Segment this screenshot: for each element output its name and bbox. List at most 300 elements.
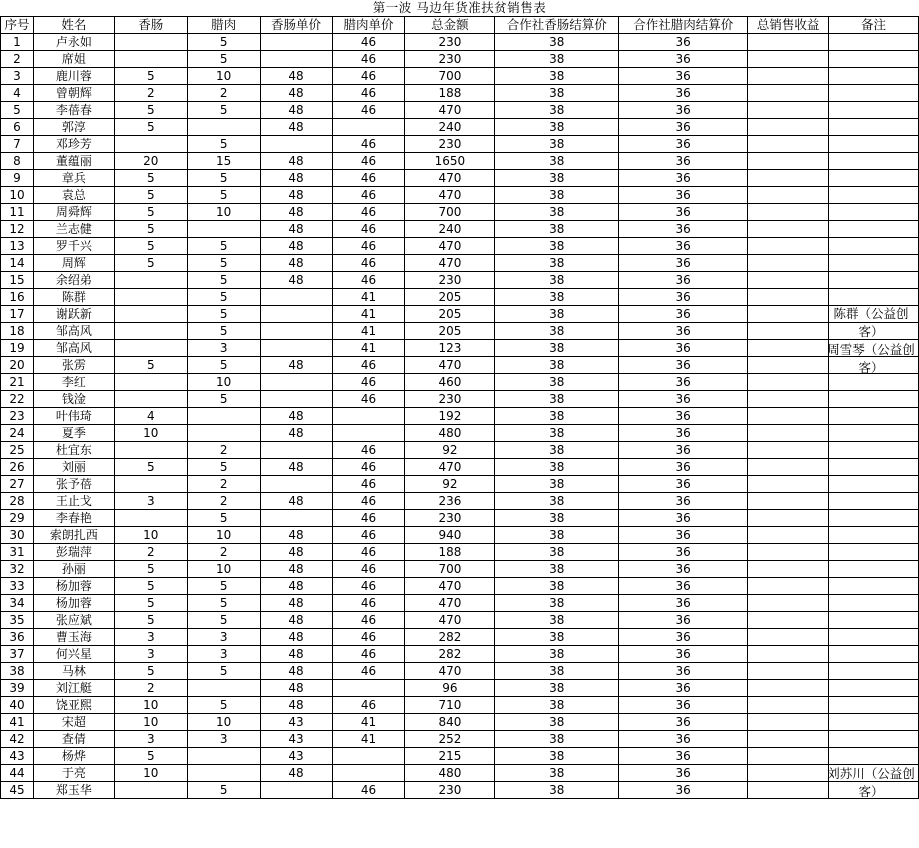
table-cell[interactable]: [829, 561, 919, 578]
table-cell[interactable]: 46: [332, 561, 405, 578]
table-cell[interactable]: 18: [1, 323, 34, 340]
table-cell[interactable]: 周舜辉: [33, 204, 114, 221]
table-cell[interactable]: 36: [619, 782, 748, 799]
table-cell[interactable]: 38: [495, 306, 619, 323]
table-cell[interactable]: 陈群: [33, 289, 114, 306]
table-cell[interactable]: 余绍弟: [33, 272, 114, 289]
table-cell[interactable]: [829, 85, 919, 102]
table-cell[interactable]: [748, 544, 829, 561]
table-cell[interactable]: 46: [332, 544, 405, 561]
table-cell[interactable]: [748, 680, 829, 697]
table-cell[interactable]: [260, 34, 332, 51]
table-cell[interactable]: [829, 493, 919, 510]
table-cell[interactable]: 10: [187, 68, 260, 85]
table-cell[interactable]: 41: [332, 289, 405, 306]
table-cell[interactable]: 刘江艇: [33, 680, 114, 697]
table-cell[interactable]: 36: [619, 391, 748, 408]
table-cell[interactable]: 刘丽: [33, 459, 114, 476]
table-cell[interactable]: [114, 442, 187, 459]
table-cell[interactable]: 48: [260, 85, 332, 102]
table-cell[interactable]: 43: [260, 714, 332, 731]
table-cell[interactable]: 48: [260, 561, 332, 578]
table-cell[interactable]: 5: [114, 221, 187, 238]
table-cell[interactable]: 2: [187, 442, 260, 459]
table-cell[interactable]: 48: [260, 187, 332, 204]
table-cell[interactable]: [260, 340, 332, 357]
table-cell[interactable]: [829, 697, 919, 714]
table-cell[interactable]: 5: [114, 255, 187, 272]
table-cell[interactable]: [114, 340, 187, 357]
table-cell[interactable]: [829, 34, 919, 51]
table-cell[interactable]: 36: [619, 731, 748, 748]
table-cell[interactable]: 索朗扎西: [33, 527, 114, 544]
table-cell[interactable]: 宋超: [33, 714, 114, 731]
table-cell[interactable]: 5: [187, 612, 260, 629]
table-cell[interactable]: 36: [619, 272, 748, 289]
table-cell[interactable]: [187, 408, 260, 425]
table-cell[interactable]: 14: [1, 255, 34, 272]
table-cell[interactable]: 张予蓓: [33, 476, 114, 493]
table-cell[interactable]: 3: [1, 68, 34, 85]
table-cell[interactable]: 48: [260, 663, 332, 680]
table-cell[interactable]: 38: [495, 731, 619, 748]
table-cell[interactable]: 36: [1, 629, 34, 646]
table-cell[interactable]: 41: [332, 340, 405, 357]
table-cell[interactable]: 48: [260, 272, 332, 289]
table-cell[interactable]: 230: [405, 391, 495, 408]
table-cell[interactable]: 46: [332, 153, 405, 170]
table-cell[interactable]: 38: [495, 102, 619, 119]
table-cell[interactable]: 230: [405, 510, 495, 527]
table-cell[interactable]: 45: [1, 782, 34, 799]
column-header[interactable]: 香肠单价: [260, 17, 332, 34]
table-cell[interactable]: 5: [187, 510, 260, 527]
table-cell[interactable]: 470: [405, 663, 495, 680]
table-cell[interactable]: 26: [1, 459, 34, 476]
table-cell[interactable]: 罗千兴: [33, 238, 114, 255]
table-cell[interactable]: 48: [260, 153, 332, 170]
table-cell[interactable]: 38: [495, 374, 619, 391]
table-cell[interactable]: [829, 442, 919, 459]
table-cell[interactable]: 36: [619, 578, 748, 595]
column-header[interactable]: 序号: [1, 17, 34, 34]
table-cell[interactable]: 192: [405, 408, 495, 425]
table-cell[interactable]: 钱淦: [33, 391, 114, 408]
table-cell[interactable]: [829, 153, 919, 170]
table-cell[interactable]: [748, 408, 829, 425]
table-cell[interactable]: [748, 459, 829, 476]
table-cell[interactable]: [260, 442, 332, 459]
table-cell[interactable]: 夏季: [33, 425, 114, 442]
table-cell[interactable]: [829, 578, 919, 595]
table-cell[interactable]: 2: [187, 493, 260, 510]
table-cell[interactable]: 33: [1, 578, 34, 595]
table-cell[interactable]: [187, 748, 260, 765]
table-cell[interactable]: 36: [619, 629, 748, 646]
column-header[interactable]: 腊肉单价: [332, 17, 405, 34]
table-cell[interactable]: 38: [495, 204, 619, 221]
table-cell[interactable]: 3: [187, 731, 260, 748]
table-cell[interactable]: 5: [187, 357, 260, 374]
table-cell[interactable]: 11: [1, 204, 34, 221]
table-cell[interactable]: [829, 595, 919, 612]
table-cell[interactable]: 5: [114, 578, 187, 595]
table-cell[interactable]: 叶伟琦: [33, 408, 114, 425]
table-cell[interactable]: [748, 238, 829, 255]
table-cell[interactable]: 席姐: [33, 51, 114, 68]
table-cell[interactable]: 48: [260, 408, 332, 425]
column-header[interactable]: 姓名: [33, 17, 114, 34]
table-cell[interactable]: [829, 680, 919, 697]
table-cell[interactable]: 38: [495, 340, 619, 357]
table-cell[interactable]: 188: [405, 85, 495, 102]
table-cell[interactable]: 36: [619, 680, 748, 697]
table-cell[interactable]: 36: [619, 289, 748, 306]
table-cell[interactable]: [187, 425, 260, 442]
table-cell[interactable]: 36: [619, 510, 748, 527]
column-header[interactable]: 备注: [829, 17, 919, 34]
table-cell[interactable]: 230: [405, 272, 495, 289]
table-cell[interactable]: 38: [495, 442, 619, 459]
table-cell[interactable]: 123: [405, 340, 495, 357]
table-cell[interactable]: 36: [619, 306, 748, 323]
table-cell[interactable]: 38: [495, 136, 619, 153]
table-cell[interactable]: [829, 408, 919, 425]
table-cell[interactable]: 20: [114, 153, 187, 170]
table-cell[interactable]: 38: [495, 544, 619, 561]
table-cell[interactable]: 5: [1, 102, 34, 119]
table-cell[interactable]: 36: [619, 714, 748, 731]
table-cell[interactable]: [829, 289, 919, 306]
table-cell[interactable]: 5: [114, 119, 187, 136]
table-cell[interactable]: [260, 51, 332, 68]
table-cell[interactable]: 36: [619, 476, 748, 493]
table-cell[interactable]: 章兵: [33, 170, 114, 187]
table-cell[interactable]: 38: [495, 34, 619, 51]
table-cell[interactable]: 邹高风: [33, 323, 114, 340]
table-cell[interactable]: 38: [495, 153, 619, 170]
table-cell[interactable]: 40: [1, 697, 34, 714]
table-cell[interactable]: 36: [619, 255, 748, 272]
table-cell[interactable]: [829, 238, 919, 255]
table-cell[interactable]: 10: [114, 425, 187, 442]
table-cell[interactable]: 240: [405, 221, 495, 238]
table-cell[interactable]: 36: [619, 170, 748, 187]
table-cell[interactable]: 38: [495, 646, 619, 663]
table-cell[interactable]: [748, 289, 829, 306]
table-cell[interactable]: 46: [332, 221, 405, 238]
table-cell[interactable]: 36: [619, 408, 748, 425]
table-cell[interactable]: [748, 187, 829, 204]
table-cell[interactable]: [748, 476, 829, 493]
table-cell[interactable]: 兰志健: [33, 221, 114, 238]
table-cell[interactable]: 16: [1, 289, 34, 306]
table-cell[interactable]: [748, 136, 829, 153]
column-header[interactable]: 总销售收益: [748, 17, 829, 34]
table-cell[interactable]: 38: [495, 561, 619, 578]
table-cell[interactable]: 46: [332, 629, 405, 646]
table-cell[interactable]: 2: [187, 544, 260, 561]
table-cell[interactable]: 马林: [33, 663, 114, 680]
table-cell[interactable]: 12: [1, 221, 34, 238]
table-cell[interactable]: 38: [495, 629, 619, 646]
table-cell[interactable]: 470: [405, 612, 495, 629]
table-cell[interactable]: 36: [619, 459, 748, 476]
table-cell[interactable]: 46: [332, 272, 405, 289]
table-cell[interactable]: 29: [1, 510, 34, 527]
table-cell[interactable]: 21: [1, 374, 34, 391]
table-cell[interactable]: 3: [114, 646, 187, 663]
table-cell[interactable]: 470: [405, 170, 495, 187]
table-cell[interactable]: 215: [405, 748, 495, 765]
table-cell[interactable]: 38: [495, 663, 619, 680]
table-cell[interactable]: 46: [332, 102, 405, 119]
table-cell[interactable]: 48: [260, 629, 332, 646]
table-cell[interactable]: 李红: [33, 374, 114, 391]
table-cell[interactable]: 34: [1, 595, 34, 612]
table-cell[interactable]: 5: [114, 170, 187, 187]
table-cell[interactable]: [748, 85, 829, 102]
table-cell[interactable]: 46: [332, 527, 405, 544]
table-cell[interactable]: 36: [619, 646, 748, 663]
table-cell[interactable]: 470: [405, 187, 495, 204]
table-cell[interactable]: [114, 34, 187, 51]
table-cell[interactable]: 230: [405, 136, 495, 153]
table-cell[interactable]: 230: [405, 782, 495, 799]
table-cell[interactable]: 36: [619, 595, 748, 612]
table-cell[interactable]: 郑玉华: [33, 782, 114, 799]
table-cell[interactable]: [332, 765, 405, 782]
table-cell[interactable]: [829, 51, 919, 68]
table-cell[interactable]: 张应斌: [33, 612, 114, 629]
table-cell[interactable]: [748, 697, 829, 714]
column-header[interactable]: 合作社腊肉结算价: [619, 17, 748, 34]
table-cell[interactable]: 46: [332, 238, 405, 255]
table-cell[interactable]: 9: [1, 170, 34, 187]
table-cell[interactable]: [748, 306, 829, 323]
table-cell[interactable]: [187, 221, 260, 238]
table-cell[interactable]: 5: [114, 561, 187, 578]
table-cell[interactable]: 10: [114, 765, 187, 782]
table-cell[interactable]: [748, 119, 829, 136]
table-cell[interactable]: 470: [405, 595, 495, 612]
table-cell[interactable]: 38: [495, 170, 619, 187]
table-cell[interactable]: [260, 136, 332, 153]
table-cell[interactable]: 230: [405, 34, 495, 51]
table-cell[interactable]: 4: [114, 408, 187, 425]
table-cell[interactable]: [829, 544, 919, 561]
table-cell[interactable]: 5: [114, 663, 187, 680]
table-cell[interactable]: 46: [332, 782, 405, 799]
table-cell[interactable]: 5: [187, 272, 260, 289]
table-cell[interactable]: 13: [1, 238, 34, 255]
table-cell[interactable]: [829, 272, 919, 289]
table-cell[interactable]: 46: [332, 374, 405, 391]
table-cell[interactable]: 36: [619, 238, 748, 255]
table-cell[interactable]: [748, 221, 829, 238]
table-cell[interactable]: 30: [1, 527, 34, 544]
table-cell[interactable]: 36: [619, 119, 748, 136]
table-cell[interactable]: 46: [332, 51, 405, 68]
table-cell[interactable]: [748, 102, 829, 119]
table-cell[interactable]: 470: [405, 578, 495, 595]
table-cell[interactable]: 何兴星: [33, 646, 114, 663]
table-cell[interactable]: 35: [1, 612, 34, 629]
table-cell[interactable]: 2: [1, 51, 34, 68]
table-cell[interactable]: 10: [114, 527, 187, 544]
table-cell[interactable]: 46: [332, 510, 405, 527]
table-cell[interactable]: 22: [1, 391, 34, 408]
table-cell[interactable]: [748, 646, 829, 663]
table-cell[interactable]: [748, 748, 829, 765]
table-cell[interactable]: 2: [114, 85, 187, 102]
table-cell[interactable]: 36: [619, 697, 748, 714]
table-cell[interactable]: 36: [619, 187, 748, 204]
table-cell[interactable]: 940: [405, 527, 495, 544]
table-cell[interactable]: 10: [187, 561, 260, 578]
table-cell[interactable]: 46: [332, 391, 405, 408]
table-cell[interactable]: 48: [260, 255, 332, 272]
table-cell[interactable]: 48: [260, 578, 332, 595]
table-cell[interactable]: 李蓓春: [33, 102, 114, 119]
table-cell[interactable]: [748, 714, 829, 731]
table-cell[interactable]: 10: [187, 204, 260, 221]
table-cell[interactable]: 46: [332, 68, 405, 85]
table-cell[interactable]: [748, 170, 829, 187]
column-header[interactable]: 合作社香肠结算价: [495, 17, 619, 34]
table-cell[interactable]: [748, 357, 829, 374]
table-cell[interactable]: 36: [619, 425, 748, 442]
table-cell[interactable]: 39: [1, 680, 34, 697]
table-cell[interactable]: [332, 680, 405, 697]
table-cell[interactable]: 46: [332, 578, 405, 595]
table-cell[interactable]: 38: [495, 510, 619, 527]
table-cell[interactable]: 205: [405, 323, 495, 340]
table-cell[interactable]: 48: [260, 170, 332, 187]
table-cell[interactable]: 李春艳: [33, 510, 114, 527]
table-cell[interactable]: 孙丽: [33, 561, 114, 578]
table-cell[interactable]: 3: [114, 493, 187, 510]
table-cell[interactable]: 46: [332, 85, 405, 102]
table-cell[interactable]: 3: [187, 340, 260, 357]
table-cell[interactable]: 710: [405, 697, 495, 714]
table-cell[interactable]: 5: [187, 102, 260, 119]
table-cell[interactable]: 5: [114, 357, 187, 374]
table-cell[interactable]: 205: [405, 306, 495, 323]
table-cell[interactable]: 38: [495, 425, 619, 442]
table-cell[interactable]: 19: [1, 340, 34, 357]
table-cell[interactable]: [829, 204, 919, 221]
column-header[interactable]: 总金额: [405, 17, 495, 34]
table-cell[interactable]: 43: [260, 748, 332, 765]
table-cell[interactable]: 24: [1, 425, 34, 442]
table-cell[interactable]: 32: [1, 561, 34, 578]
table-cell[interactable]: 8: [1, 153, 34, 170]
table-cell[interactable]: 5: [114, 595, 187, 612]
table-cell[interactable]: [260, 306, 332, 323]
table-cell[interactable]: 36: [619, 493, 748, 510]
table-cell[interactable]: 37: [1, 646, 34, 663]
table-cell[interactable]: 46: [332, 476, 405, 493]
column-header[interactable]: 腊肉: [187, 17, 260, 34]
table-cell[interactable]: [114, 476, 187, 493]
table-cell[interactable]: 46: [332, 612, 405, 629]
table-cell[interactable]: 46: [332, 255, 405, 272]
table-cell[interactable]: 38: [495, 357, 619, 374]
table-cell[interactable]: 41: [332, 714, 405, 731]
table-cell[interactable]: [114, 272, 187, 289]
table-cell[interactable]: 5: [187, 238, 260, 255]
table-cell[interactable]: 38: [495, 714, 619, 731]
table-cell[interactable]: 46: [332, 136, 405, 153]
table-cell[interactable]: [114, 51, 187, 68]
table-cell[interactable]: 10: [1, 187, 34, 204]
table-cell[interactable]: [748, 272, 829, 289]
table-cell[interactable]: 查倩: [33, 731, 114, 748]
table-cell[interactable]: 700: [405, 561, 495, 578]
table-cell[interactable]: [829, 136, 919, 153]
table-cell[interactable]: 谢跃新: [33, 306, 114, 323]
table-cell[interactable]: 杨烨: [33, 748, 114, 765]
table-cell[interactable]: 36: [619, 85, 748, 102]
table-cell[interactable]: 46: [332, 170, 405, 187]
table-cell[interactable]: 48: [260, 357, 332, 374]
table-cell[interactable]: 17: [1, 306, 34, 323]
table-cell[interactable]: 1: [1, 34, 34, 51]
table-cell[interactable]: 周辉: [33, 255, 114, 272]
table-cell[interactable]: 5: [187, 306, 260, 323]
table-cell[interactable]: [748, 34, 829, 51]
table-cell[interactable]: 470: [405, 255, 495, 272]
column-header[interactable]: 香肠: [114, 17, 187, 34]
table-cell[interactable]: 杜宜东: [33, 442, 114, 459]
table-cell[interactable]: 25: [1, 442, 34, 459]
table-cell[interactable]: 48: [260, 221, 332, 238]
table-cell[interactable]: 27: [1, 476, 34, 493]
table-cell[interactable]: 36: [619, 748, 748, 765]
table-cell[interactable]: [748, 527, 829, 544]
table-cell[interactable]: [829, 476, 919, 493]
table-cell[interactable]: [829, 510, 919, 527]
table-cell[interactable]: [187, 765, 260, 782]
table-cell[interactable]: [332, 425, 405, 442]
table-cell[interactable]: [748, 68, 829, 85]
table-cell[interactable]: 于亮: [33, 765, 114, 782]
table-cell[interactable]: 38: [495, 782, 619, 799]
table-cell[interactable]: 236: [405, 493, 495, 510]
table-cell[interactable]: [829, 714, 919, 731]
table-cell[interactable]: 38: [495, 595, 619, 612]
table-cell[interactable]: 282: [405, 646, 495, 663]
table-cell[interactable]: 5: [187, 782, 260, 799]
table-cell[interactable]: [748, 374, 829, 391]
table-cell[interactable]: 36: [619, 136, 748, 153]
table-cell[interactable]: 38: [495, 85, 619, 102]
table-cell[interactable]: [829, 748, 919, 765]
table-cell[interactable]: 700: [405, 204, 495, 221]
table-cell[interactable]: [260, 782, 332, 799]
table-cell[interactable]: 48: [260, 527, 332, 544]
table-cell[interactable]: [748, 629, 829, 646]
table-cell[interactable]: 邓珍芳: [33, 136, 114, 153]
table-cell[interactable]: 38: [495, 527, 619, 544]
table-cell[interactable]: 10: [114, 697, 187, 714]
table-cell[interactable]: 10: [187, 714, 260, 731]
table-cell[interactable]: [829, 663, 919, 680]
table-cell[interactable]: 48: [260, 119, 332, 136]
table-cell[interactable]: 42: [1, 731, 34, 748]
table-cell[interactable]: 48: [260, 425, 332, 442]
